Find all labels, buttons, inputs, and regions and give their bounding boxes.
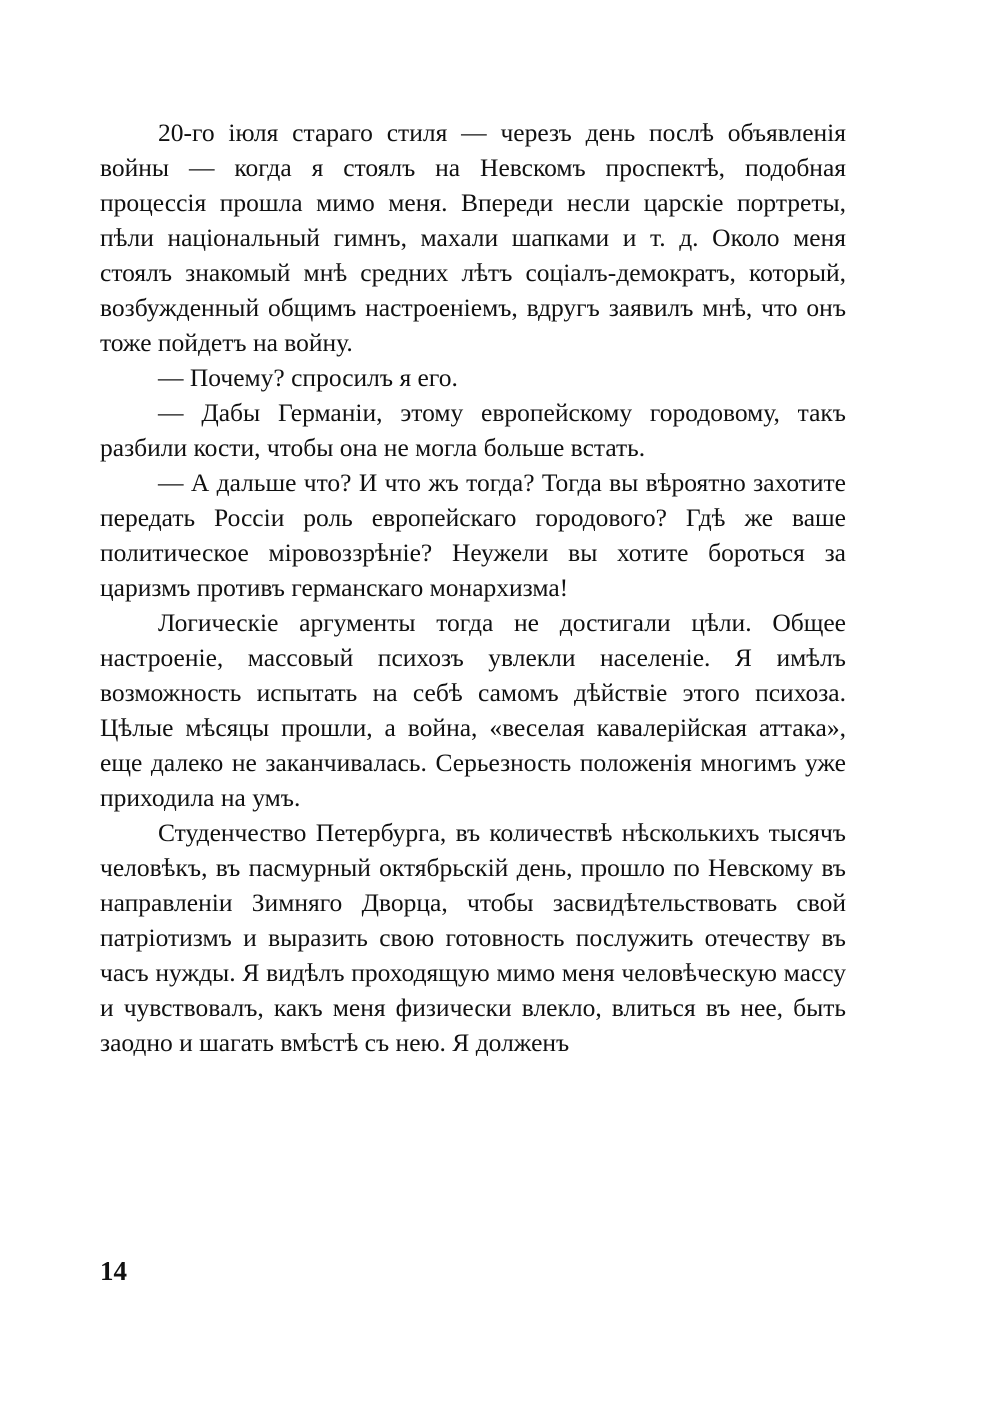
paragraph-2: — Почему? спросилъ я его. [158, 363, 458, 392]
paragraph-1: 20-го іюля стараго стиля — черезъ день послѣ объявленія войны — когда я стоялъ на Невскомъ проспектѣ, подобная процессія прошла мимо меня. Впереди несли царскіе портреты, пѣли національный гимнъ, махали шапками и т. д. Около меня стоялъ знакомый мнѣ средних лѣтъ соціалъ-демократъ, который, возбужденный общимъ настроеніемъ, вдругъ заявилъ мнѣ, что онъ тоже пойдетъ на войну. [100, 118, 846, 357]
paragraph-3: — Дабы Германіи, этому европейскому городовому, такъ разбили кости, чтобы она не могла больше встать. [100, 398, 846, 462]
paragraph-5: Логическіе аргументы тогда не достигали цѣли. Общее настроеніе, массовый психозъ увлекли населеніе. Я имѣлъ возможность испытать на себѣ самомъ дѣйствіе этого психоза. Цѣлые мѣсяцы прошли, а война, «веселая кавалерійская аттака», еще далеко не заканчивалась. Серьезность положенія многимъ уже приходила на умъ. [100, 608, 846, 812]
body-text [100, 115, 846, 1060]
page-number: 14 [100, 1256, 127, 1286]
paragraph-4: — А дальше что? И что жъ тогда? Тогда вы вѣроятно захотите передать Россіи роль европейскаго городового? Гдѣ же ваше политическое міровоззрѣніе? Неужели вы хотите бороться за царизмъ противъ германскаго монархизма! [100, 468, 846, 602]
paragraph-6: Студенчество Петербурга, въ количествѣ нѣсколькихъ тысячъ человѣкъ, въ пасмурный октябрьскій день, прошло по Невскому въ направленіи Зимняго Дворца, чтобы засвидѣтельствовать свой патріотизмъ и выразить свою готовность послужить отечеству въ часъ нужды. Я видѣлъ проходящую мимо меня человѣческую массу и чувствовалъ, какъ меня физически влекло, влиться въ нее, быть заодно и шагать вмѣстѣ съ нею. Я долженъ [100, 818, 846, 1057]
